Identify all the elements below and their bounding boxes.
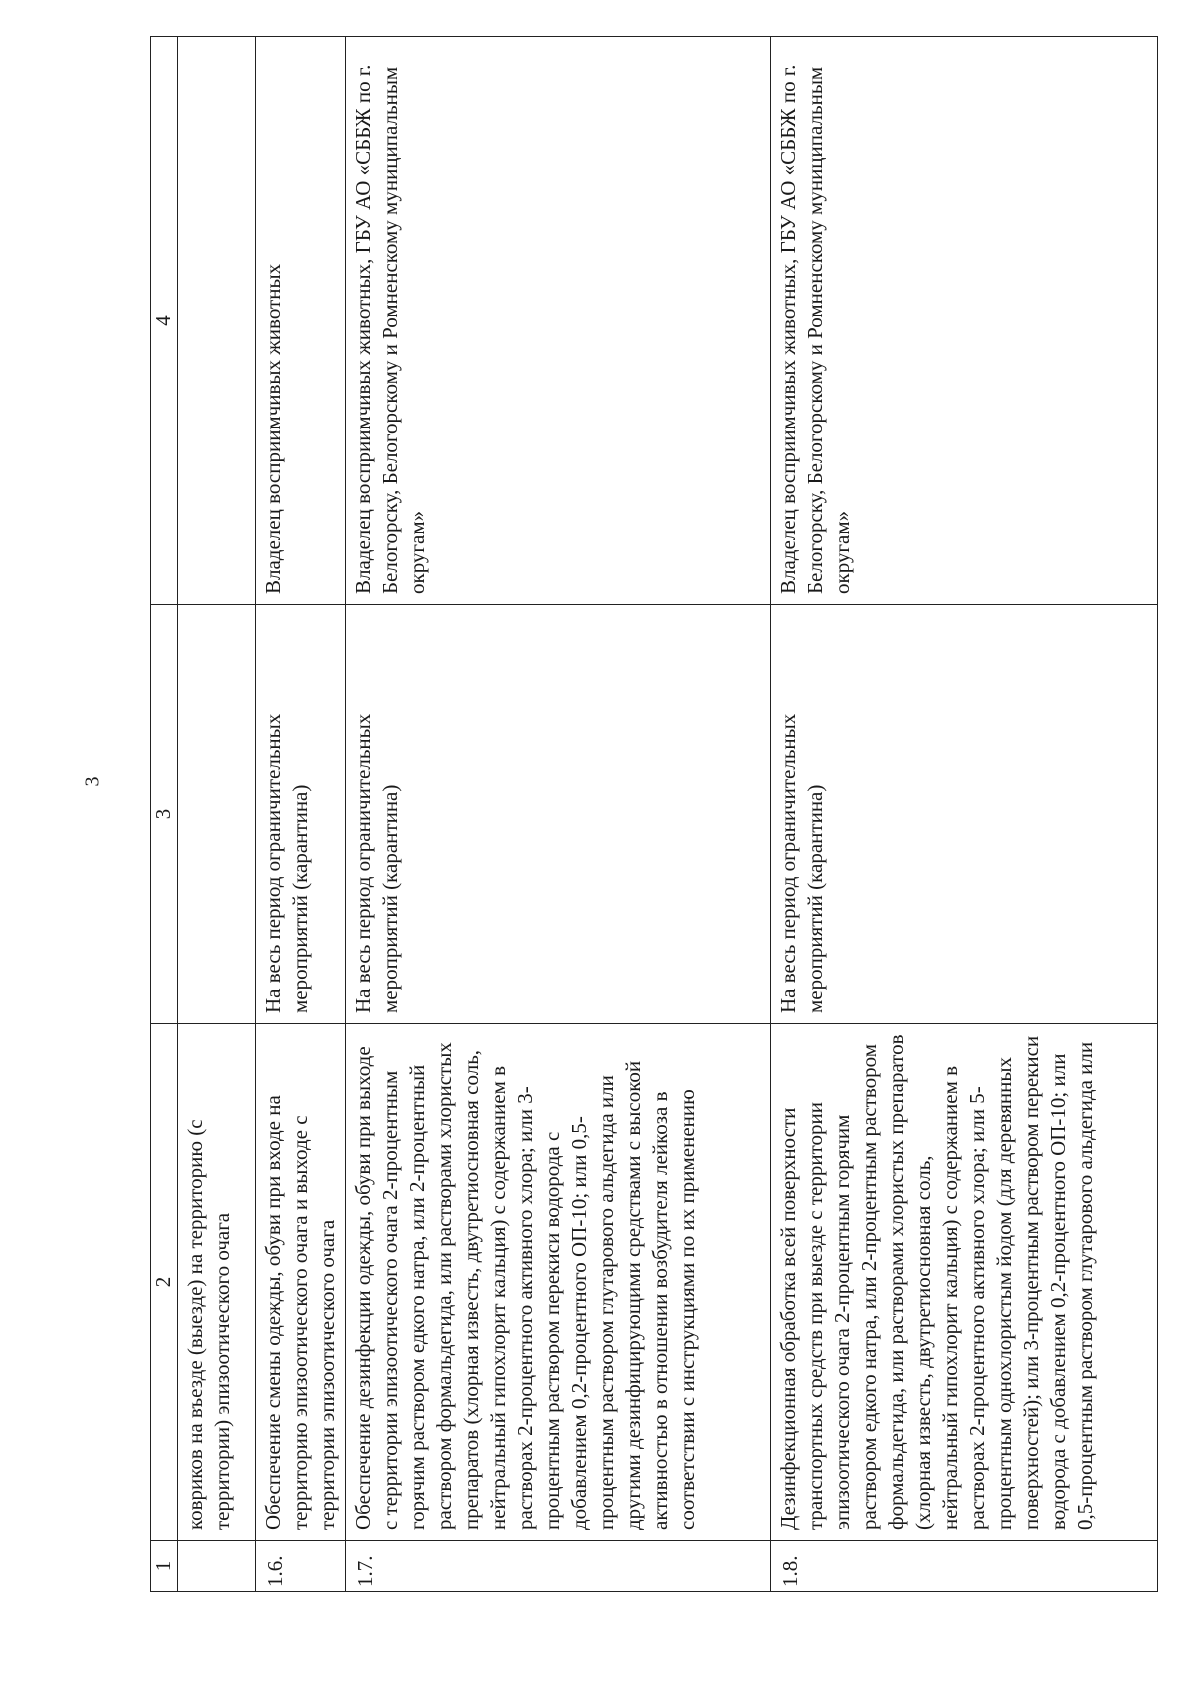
column-header-4: 4 bbox=[151, 37, 178, 605]
row-number: 1.7. bbox=[346, 1541, 771, 1592]
row-responsible: Владелец восприимчивых животных, ГБУ АО «СББЖ по г. Белогорску, Белогорскому и Ромненскому муниципальным округам» bbox=[771, 37, 1158, 605]
row-period bbox=[178, 605, 256, 1024]
row-number bbox=[178, 1541, 256, 1592]
row-responsible bbox=[178, 37, 256, 605]
row-measure: Обеспечение дезинфекции одежды, обуви при выходе с территории эпизоотического очага 2-процентным горячим раствором едкого натра, или 2-процентный раствором формальдегида, или растворами хлористых препаратов (хлорная известь, двутретиосновная соль, нейтральный гипохлорит кальция) с содержанием в растворах 2-процентного активного хлора; или 3-процентным раствором перекиси водорода с добавлением 0,2-процентного ОП-10; или 0,5-процентным раствором глутарового альдегида или другими дезинфицирующими средствами с высокой активностью в отношении возбудителя лейкоза в соответствии с инструкциями по их применению bbox=[346, 1024, 771, 1541]
row-measure: Обеспечение смены одежды, обуви при входе на территорию эпизоотического очага и выходе с территории эпизоотического очага bbox=[256, 1024, 346, 1541]
row-period: На весь период ограничительных мероприятий (карантина) bbox=[346, 605, 771, 1024]
table-row bbox=[178, 37, 256, 1592]
row-number: 1.6. bbox=[256, 1541, 346, 1592]
table-header-row bbox=[151, 37, 178, 1592]
column-header-3: 3 bbox=[151, 605, 178, 1024]
table-row bbox=[256, 37, 346, 1592]
page-number: 3 bbox=[81, 776, 104, 787]
row-period: На весь период ограничительных мероприятий (карантина) bbox=[771, 605, 1158, 1024]
row-number: 1.8. bbox=[771, 1541, 1158, 1592]
column-header-1: 1 bbox=[151, 1541, 178, 1592]
row-measure: Дезинфекционная обработка всей поверхности транспортных средств при выезде с территории эпизоотического очага 2-процентным горячим раствором едкого натра, или 2-процентным раствором формальдегида, или растворами хлористых препаратов (хлорная известь, двутретиосновная соль, нейтральный гипохлорит кальция) с содержанием в растворах 2-процентного активного хлора; или 5-процентным однохлористым йодом (для деревянных поверхностей); или 3-процентным раствором перекиси водорода с добавлением 0,2-процентного ОП-10; или 0,5-процентным раствором глутарового альдегида или bbox=[771, 1024, 1158, 1541]
row-measure: ковриков на въезде (выезде) на территорию (с территории) эпизоотического очага bbox=[178, 1024, 256, 1541]
row-period: На весь период ограничительных мероприятий (карантина) bbox=[256, 605, 346, 1024]
table-row bbox=[346, 37, 771, 1592]
measures-table bbox=[150, 36, 1158, 1592]
row-responsible: Владелец восприимчивых животных bbox=[256, 37, 346, 605]
measures-table-container bbox=[150, 37, 1150, 1592]
column-header-2: 2 bbox=[151, 1024, 178, 1541]
row-responsible: Владелец восприимчивых животных, ГБУ АО «СББЖ по г. Белогорску, Белогорскому и Ромненскому муниципальным округам» bbox=[346, 37, 771, 605]
table-row bbox=[771, 37, 1158, 1592]
